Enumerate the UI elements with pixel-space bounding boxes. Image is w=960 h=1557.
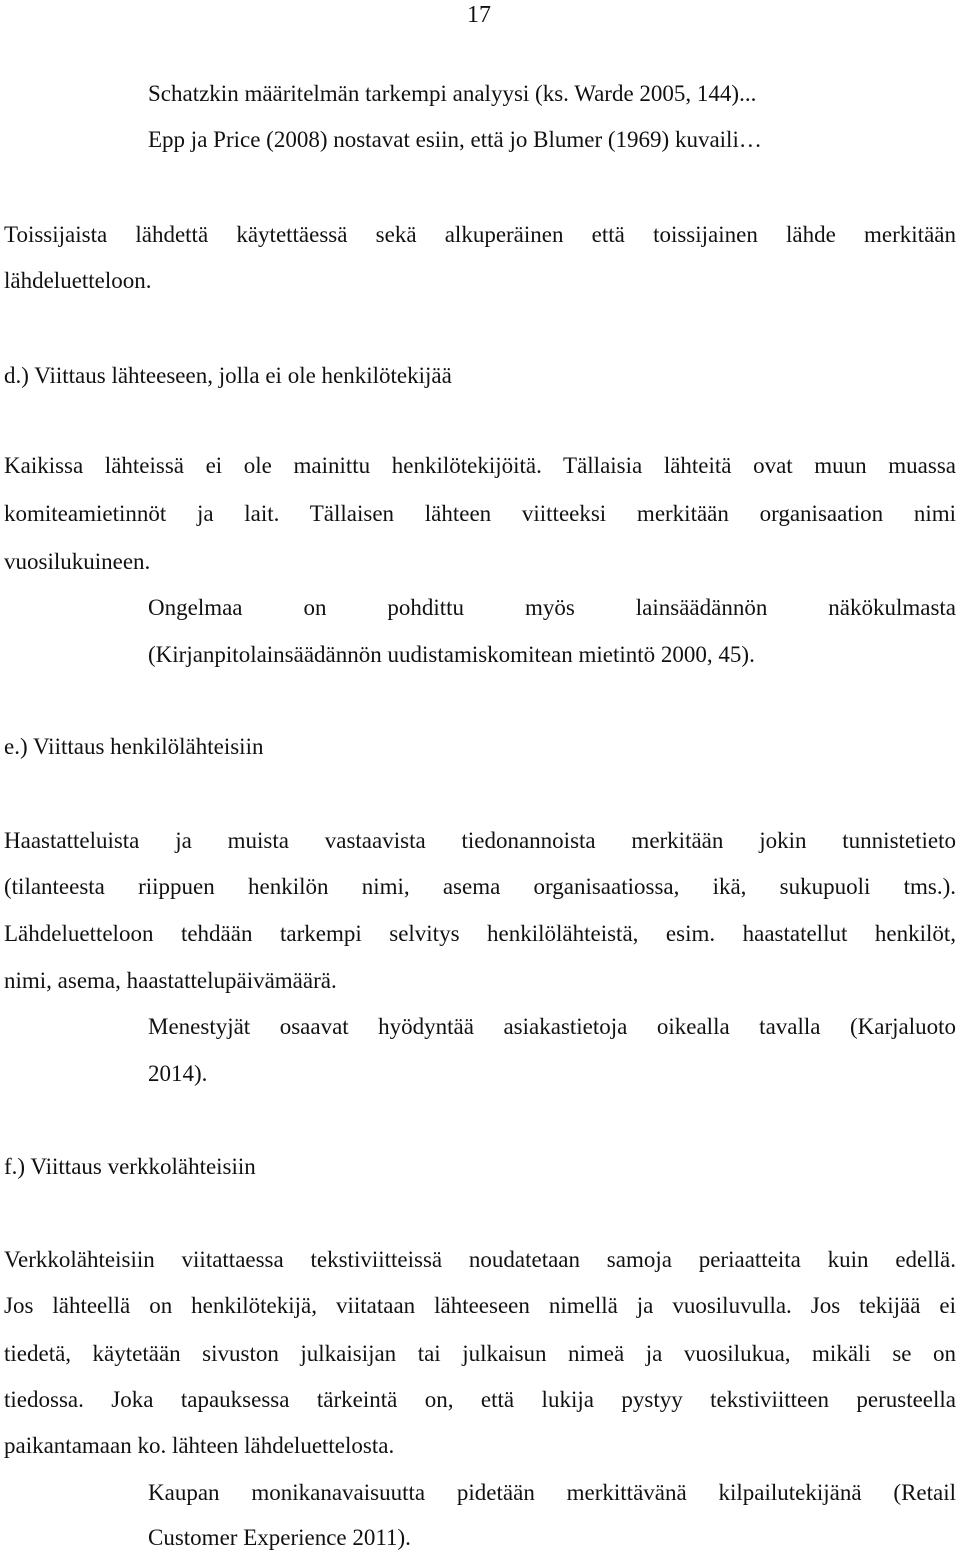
paragraph-line: tiedetä, käytetään sivuston julkaisijan tai julkaisun nimeä ja vuosilukua, mikäli se on (4, 1341, 956, 1366)
paragraph-line: Toissijaista lähdettä käytettäessä sekä alkuperäinen että toissijainen lähde merkitään (4, 222, 956, 247)
paragraph-line: komiteamietinnöt ja lait. Tällaisen lähteen viitteeksi merkitään organisaation nimi (4, 501, 956, 526)
section-heading-d: d.) Viittaus lähteeseen, jolla ei ole henkilötekijää (4, 363, 452, 388)
page-number: 17 (467, 2, 491, 28)
example-line: Menestyjät osaavat hyödyntää asiakastietoja oikealla tavalla (Karjaluoto (148, 1014, 956, 1039)
example-line: Kaupan monikanavaisuutta pidetään merkittävänä kilpailutekijänä (Retail (148, 1480, 956, 1505)
paragraph-line: Lähdeluetteloon tehdään tarkempi selvitys henkilölähteistä, esim. haastatellut henkilöt, (4, 921, 956, 946)
example-line: Ongelmaa on pohdittu myös lainsäädännön näkökulmasta (148, 595, 956, 620)
example-line: (Kirjanpitolainsäädännön uudistamiskomitean mietintö 2000, 45). (148, 642, 755, 667)
paragraph-line: Kaikissa lähteissä ei ole mainittu henkilötekijöitä. Tällaisia lähteitä ovat muun muassa (4, 453, 956, 478)
paragraph-line: (tilanteesta riippuen henkilön nimi, asema organisaatiossa, ikä, sukupuoli tms.). (4, 874, 956, 899)
paragraph-line: Verkkolähteisiin viitattaessa tekstiviitteissä noudatetaan samoja periaatteita kuin edellä. (4, 1247, 956, 1272)
example-line: Customer Experience 2011). (148, 1525, 411, 1550)
section-heading-f: f.) Viittaus verkkolähteisiin (4, 1154, 256, 1179)
section-heading-e: e.) Viittaus henkilölähteisiin (4, 734, 264, 759)
paragraph-line: tiedossa. Joka tapauksessa tärkeintä on, että lukija pystyy tekstiviitteen perusteella (4, 1387, 956, 1412)
paragraph-line: nimi, asema, haastattelupäivämäärä. (4, 968, 337, 993)
quote-line: Schatzkin määritelmän tarkempi analyysi (ks. Warde 2005, 144)... (148, 81, 757, 106)
paragraph-line: paikantamaan ko. lähteen lähdeluettelosta. (4, 1433, 395, 1458)
paragraph-line: Jos lähteellä on henkilötekijä, viitataan lähteeseen nimellä ja vuosiluvulla. Jos tekijää ei (4, 1293, 956, 1318)
paragraph-line: lähdeluetteloon. (4, 268, 152, 293)
paragraph-line: Haastatteluista ja muista vastaavista tiedonannoista merkitään jokin tunnistetieto (4, 828, 956, 853)
example-line: 2014). (148, 1061, 208, 1086)
paragraph-line: vuosilukuineen. (4, 549, 151, 574)
quote-line: Epp ja Price (2008) nostavat esiin, että jo Blumer (1969) kuvaili… (148, 127, 762, 152)
